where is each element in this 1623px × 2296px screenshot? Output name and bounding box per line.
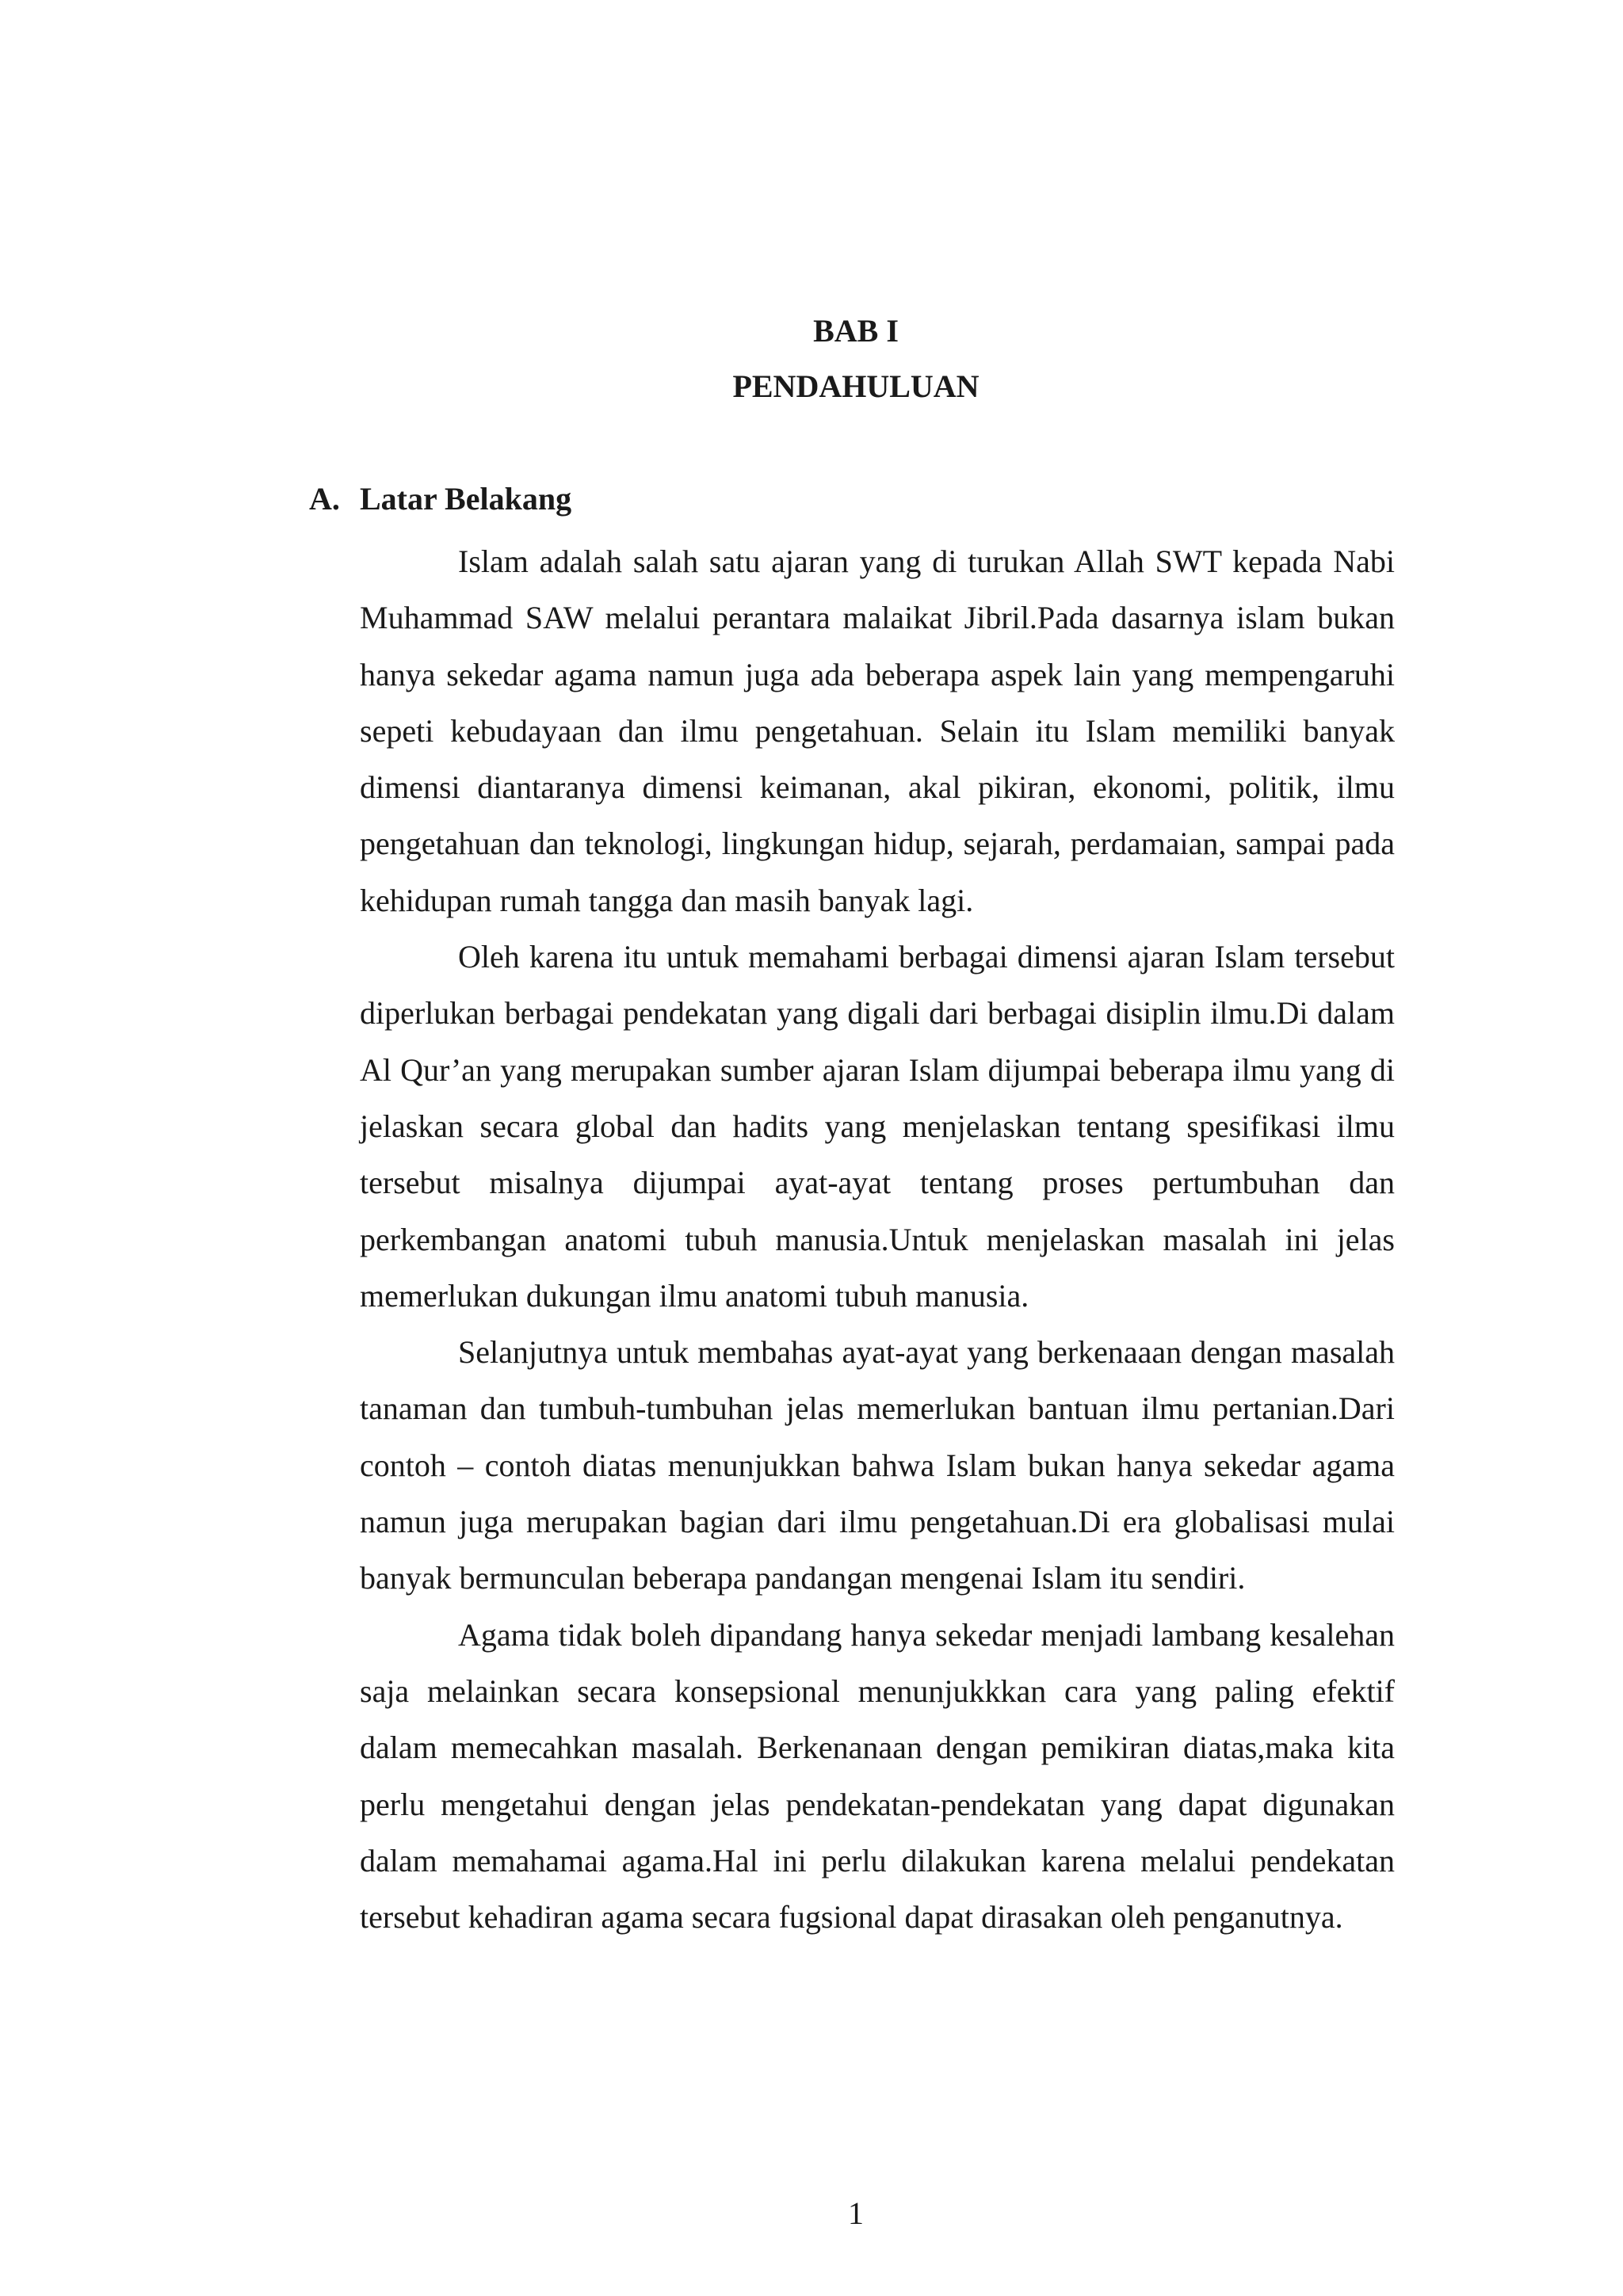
paragraph-1: Islam adalah salah satu ajaran yang di turukan Allah SWT kepada Nabi Muhammad SAW melalui perantara malaikat Jibril.Pada dasarnya islam bukan hanya sekedar agama namun juga ada beberapa aspek lain yang mempengaruhi sepeti kebudayaan dan ilmu pengetahuan. Selain itu Islam memiliki banyak dimensi diantaranya dimensi keimanan, akal pikiran, ekonomi, politik, ilmu pengetahuan dan teknologi, lingkungan hidup, sejarah, perdamaian, sampai pada kehidupan rumah tangga dan masih banyak lagi. bbox=[360, 543, 1395, 918]
chapter-number: BAB I bbox=[813, 313, 899, 349]
section-label: A. bbox=[309, 481, 340, 517]
section-heading bbox=[309, 480, 571, 518]
paragraph-3: Selanjutnya untuk membahas ayat-ayat yang berkenaaan dengan masalah tanaman dan tumbuh-tumbuhan jelas memerlukan bantuan ilmu pertanian.Dari contoh – contoh diatas menunjukkan bahwa Islam bukan hanya sekedar agama namun juga merupakan bagian dari ilmu pengetahuan.Di era globalisasi mulai banyak bermunculan beberapa pandangan mengenai Islam itu sendiri. bbox=[360, 1334, 1395, 1596]
section-title: Latar Belakang bbox=[360, 481, 572, 517]
page-number: 1 bbox=[848, 2195, 864, 2231]
paragraph-2: Oleh karena itu untuk memahami berbagai dimensi ajaran Islam tersebut diperlukan berbagai pendekatan yang digali dari berbagai disiplin ilmu.Di dalam Al Qur’an yang merupakan sumber ajaran Islam dijumpai beberapa ilmu yang di jelaskan secara global dan hadits yang menjelaskan tentang spesifikasi ilmu tersebut misalnya dijumpai ayat-ayat tentang proses pertumbuhan dan perkembangan anatomi tubuh manusia.Untuk menjelaskan masalah ini jelas memerlukan dukungan ilmu anatomi tubuh manusia. bbox=[360, 939, 1395, 1314]
body-text bbox=[360, 533, 1395, 1945]
chapter-title: PENDAHULUAN bbox=[732, 368, 980, 404]
paragraph-4: Agama tidak boleh dipandang hanya sekedar menjadi lambang kesalehan saja melainkan secara konsepsional menunjukkkan cara yang paling efektif dalam memecahkan masalah. Berkenanaan dengan pemikiran diatas,maka kita perlu mengetahui dengan jelas pendekatan-pendekatan yang dapat digunakan dalam memahamai agama.Hal ini perlu dilakukan karena melalui pendekatan tersebut kehadiran agama secara fugsional dapat dirasakan oleh penganutnya. bbox=[360, 1616, 1395, 1936]
